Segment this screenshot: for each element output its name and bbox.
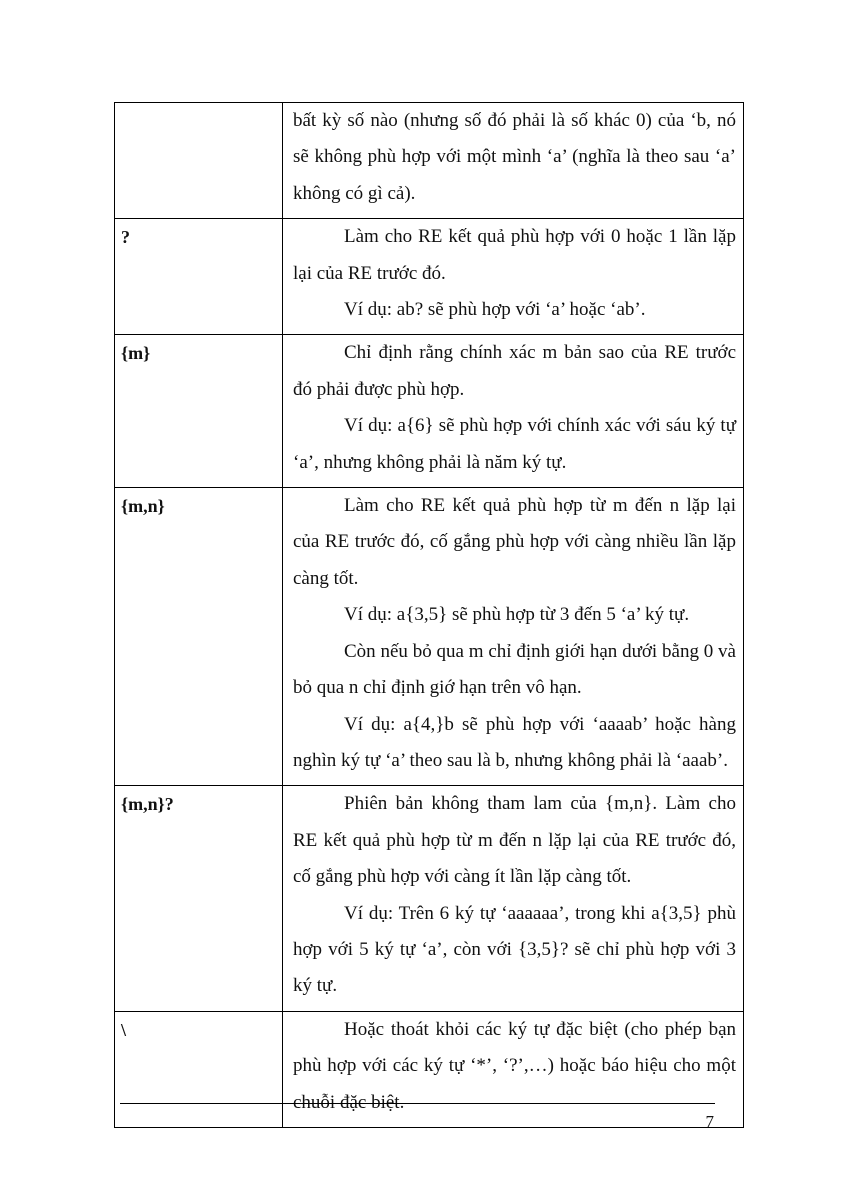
symbol-cell: ?: [115, 219, 283, 335]
description-cell: [283, 488, 744, 786]
description-cell: [283, 335, 744, 488]
table-row: [115, 1011, 744, 1127]
table-row: [115, 219, 744, 335]
table-row: [115, 103, 744, 219]
description-paragraph: bất kỳ số nào (nhưng số đó phải là số khác 0) của ‘b, nó sẽ không phù hợp với một mình ‘a’ (nghĩa là theo sau ‘a’ không có gì cả).: [293, 110, 736, 204]
example-paragraph: Ví dụ: ab? sẽ phù hợp với ‘a’ hoặc ‘ab’.: [344, 299, 646, 321]
symbol-cell: \: [115, 1011, 283, 1127]
table-row: [115, 786, 744, 1011]
footer-divider: [120, 1103, 715, 1104]
description-cell: [283, 786, 744, 1011]
example-paragraph: Ví dụ: a{4,}b sẽ phù hợp với ‘aaaab’ hoặc hàng nghìn ký tự ‘a’ theo sau là b, nhưng không phải là ‘aaab’.: [293, 713, 736, 771]
description-cell: [283, 103, 744, 219]
example-paragraph: Ví dụ: a{3,5} sẽ phù hợp từ 3 đến 5 ‘a’ ký tự.: [344, 604, 690, 626]
regex-syntax-table: [114, 102, 744, 1128]
example-paragraph: Ví dụ: a{6} sẽ phù hợp với chính xác với sáu ký tự ‘a’, nhưng không phải là năm ký tự.: [293, 415, 736, 473]
description-paragraph: Còn nếu bỏ qua m chỉ định giới hạn dưới bằng 0 và bỏ qua n chỉ định giớ hạn trên vô hạn.: [293, 640, 736, 699]
symbol-cell: {m,n}: [115, 488, 283, 786]
description-paragraph: Phiên bản không tham lam của {m,n}. Làm cho RE kết quả phù hợp từ m đến n lặp lại của RE trước đó, cố gắng phù hợp với càng ít lần lặp càng tốt.: [293, 793, 736, 888]
example-paragraph: Ví dụ: Trên 6 ký tự ‘aaaaaa’, trong khi a{3,5} phù hợp với 5 ký tự ‘a’, còn với {3,5}? sẽ chỉ phù hợp với 3 ký tự.: [293, 902, 736, 997]
symbol-cell: {m}: [115, 335, 283, 488]
table-row: [115, 488, 744, 786]
table-row: [115, 335, 744, 488]
description-paragraph: Làm cho RE kết quả phù hợp từ m đến n lặp lại của RE trước đó, cố gắng phù hợp với càng nhiều lần lặp càng tốt.: [293, 495, 736, 589]
description-paragraph: Làm cho RE kết quả phù hợp với 0 hoặc 1 lần lặp lại của RE trước đó.: [293, 226, 736, 284]
description-paragraph: Chỉ định rằng chính xác m bản sao của RE trước đó phải được phù hợp.: [293, 342, 736, 400]
description-paragraph: Hoặc thoát khỏi các ký tự đặc biệt (cho phép bạn phù hợp với các ký tự ‘*’, ‘?’,…) hoặc báo hiệu cho một chuỗi đặc biệt.: [293, 1018, 736, 1113]
symbol-cell: {m,n}?: [115, 786, 283, 1011]
symbol-cell: [115, 103, 283, 219]
description-cell: [283, 1011, 744, 1127]
description-cell: [283, 219, 744, 335]
page-number: 7: [705, 1112, 714, 1131]
